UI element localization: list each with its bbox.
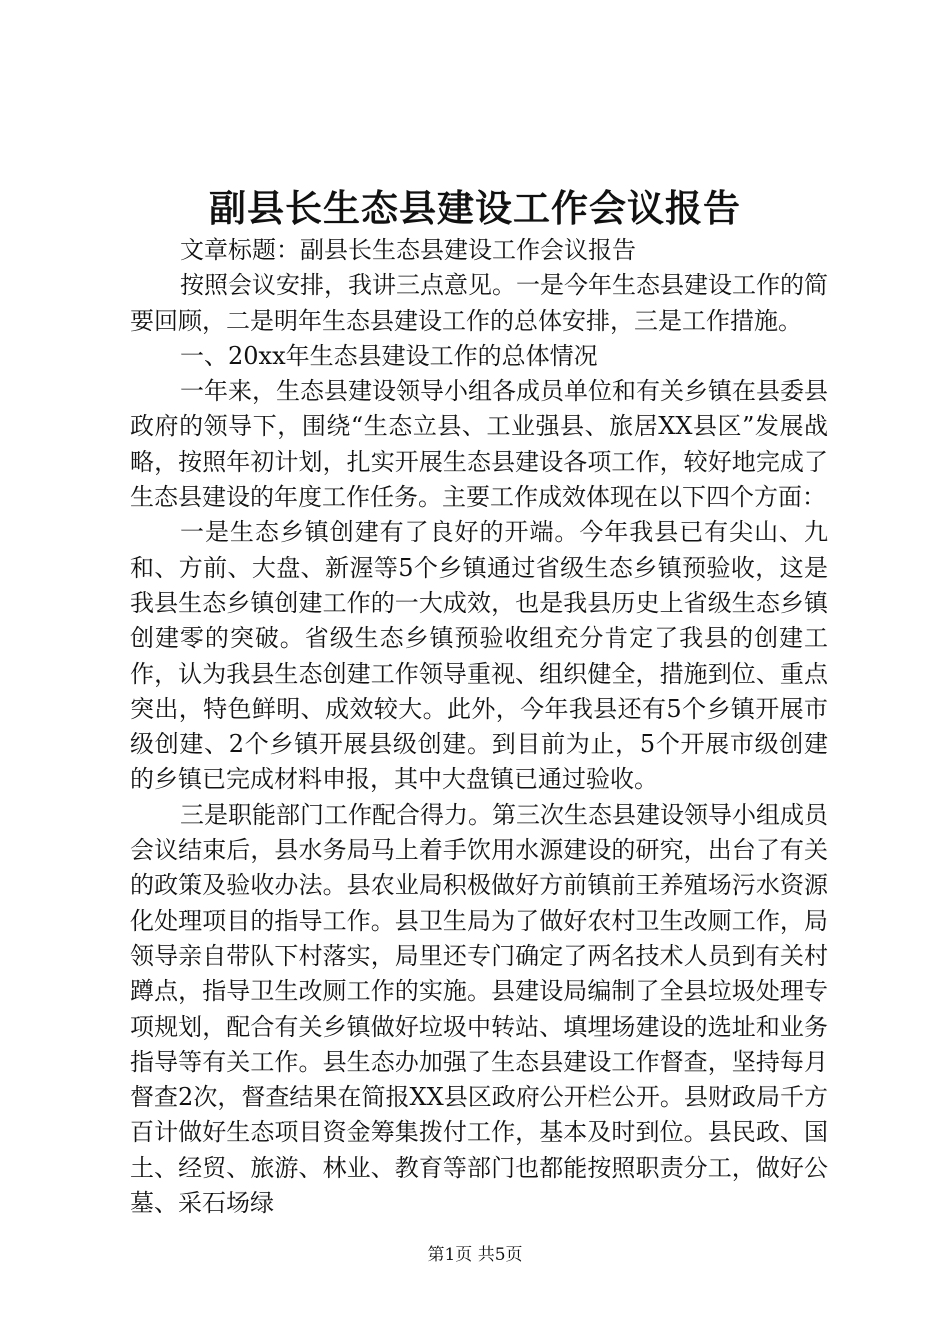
- paragraph-point-1: 一是生态乡镇创建有了良好的开端。今年我县已有尖山、九和、方前、大盘、新渥等5个乡镇通过省级生态乡镇预验收，这是我县生态乡镇创建工作的一大成效，也是我县历史上省级生态乡镇创建零的突破。省级生态乡镇预验收组充分肯定了我县的创建工作，认为我县生态创建工作领导重视、组织健全，措施到位、重点突出，特色鲜明、成效较大。此外，今年我县还有5个乡镇开展市级创建、2个乡镇开展县级创建。到目前为止，5个开展市级创建的乡镇已完成材料申报，其中大盘镇已通过验收。: [130, 518, 828, 794]
- document-title: 副县长生态县建设工作会议报告: [209, 186, 741, 230]
- paragraph-article-title: 文章标题：副县长生态县建设工作会议报告: [180, 236, 636, 264]
- paragraph-intro: 按照会议安排，我讲三点意见。一是今年生态县建设工作的简要回顾，二是明年生态县建设工作的总体安排，三是工作措施。: [130, 271, 828, 335]
- document-body: [130, 233, 828, 1221]
- page-number-footer: 第1页 共5页: [427, 1245, 523, 1265]
- paragraph-point-3: 三是职能部门工作配合得力。第三次生态县建设领导小组成员会议结束后，县水务局马上着手饮用水源建设的研究，出台了有关的政策及验收办法。县农业局积极做好方前镇前王养殖场污水资源化处理项目的指导工作。县卫生局为了做好农村卫生改厕工作，局领导亲自带队下村落实，局里还专门确定了两名技术人员到有关村蹲点，指导卫生改厕工作的实施。县建设局编制了全县垃圾处理专项规划，配合有关乡镇做好垃圾中转站、填埋场建设的选址和业务指导等有关工作。县生态办加强了生态县建设工作督查，坚持每月督查2次，督查结果在简报XX县区政府公开栏公开。县财政局千方百计做好生态项目资金筹集拨付工作，基本及时到位。县民政、国土、经贸、旅游、林业、教育等部门也都能按照职责分工，做好公墓、采石场绿: [130, 800, 828, 1218]
- section-heading-1: 一、20xx年生态县建设工作的总体情况: [180, 341, 598, 370]
- paragraph-overview: 一年来，生态县建设领导小组各成员单位和有关乡镇在县委县政府的领导下，围绕“生态立县、工业强县、旅居XX县区”发展战略，按照年初计划，扎实开展生态县建设各项工作，较好地完成了生态县建设的年度工作任务。主要工作成效体现在以下四个方面：: [130, 377, 828, 512]
